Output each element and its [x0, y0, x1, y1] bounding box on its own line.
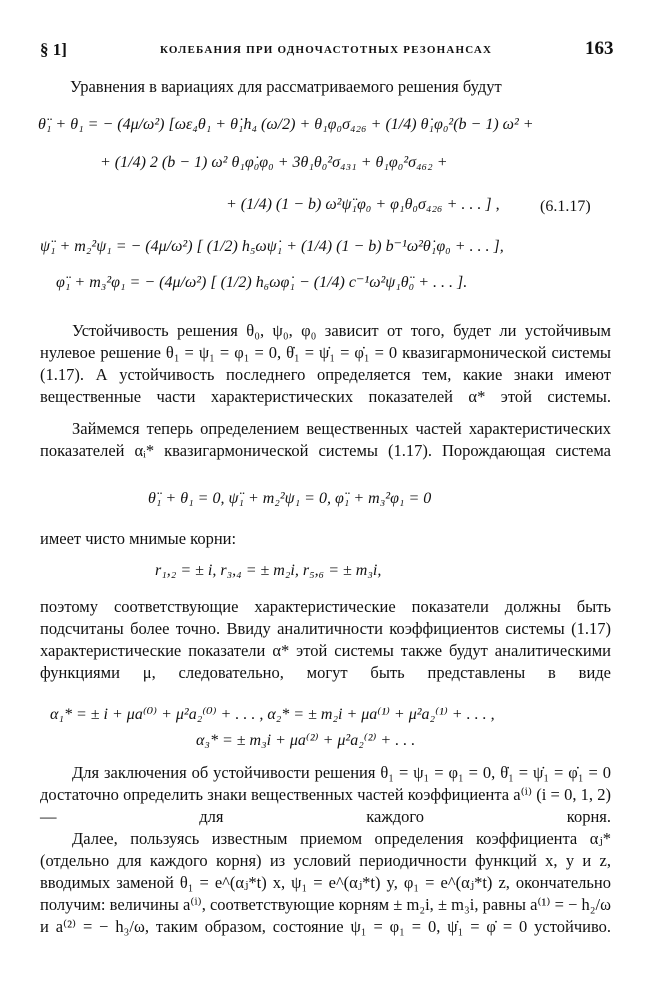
paragraph-analytic: поэтому соответствующие характеристические показатели должны быть подсчитаны более точно. Ввиду аналитичности коэффициентов системы (1.17) характеристические показатели α* этой системы также будут аналитическими функциями μ, следовательно, могут быть представлены в виде: [40, 597, 611, 682]
intro-text: Уравнения в вариациях для рассматриваемого решения будут: [70, 77, 502, 96]
roots-equation: r₁,₂ = ± i, r₃,₄ = ± m₂i, r₅,₆ = ± m₃i,: [155, 562, 382, 579]
equation-line-1: θ̈₁ + θ₁ = − (4μ/ω²) [ωε₄θ₁ + θ̇₁h₄ (ω/2) + θ₁φ₀σ₄₂₆ + (1/4) θ̇₁φ₀²(b − 1) ω² +: [38, 116, 534, 133]
equation-line-4: ψ̈₁ + m₂²ψ₁ = − (4μ/ω²) [ (1/2) h₅ωψ̇₁ + (1/4) (1 − b) b⁻¹ω²θ̇₁φ₀ + . . . ],: [40, 238, 504, 255]
equation-line-5: φ̈₁ + m₃²φ₁ = − (4μ/ω²) [ (1/2) h₆ωφ̇₁ − (1/4) c⁻¹ω²ψ₁θ̈₀ + . . . ].: [56, 274, 468, 291]
paragraph-method: Далее, пользуясь известным приемом определения коэффициента αⱼ* (отдельно для каждого корня) из условий периодичности функций x, y и z, вводимых заменой θ₁ = e^(αⱼ*t) x, ψ₁ = e^(αⱼ*t) y, φ₁ = e^(αⱼ*t) z, окончательно получим: величины a⁽ⁱ⁾, соответствующие корням ± m₂i, ± m₃i, равны a⁽¹⁾ = − h₂/ω и a⁽²⁾ = − h₃/ω, таким образом, состояние ψ₁ = φ₁ = 0, ψ̇₁ = φ̇ = 0 устойчиво.: [40, 829, 611, 936]
equation-number: (6.1.17): [540, 198, 591, 215]
generating-system: θ̈₁ + θ₁ = 0, ψ̈₁ + m₂²ψ₁ = 0, φ̈₁ + m₃²φ₁ = 0: [148, 490, 432, 507]
page-number: 163: [585, 38, 614, 59]
equation-line-2: + (1/4) 2 (b − 1) ω² θ₁φ̇₀φ₀ + 3θ₁θ₀²σ₄₃₁ + θ₁φ₀²σ₄₆₂ +: [100, 154, 448, 171]
paragraph-conclusion: Для заключения об устойчивости решения θ₁ = ψ₁ = φ₁ = 0, θ̇₁ = ψ̇₁ = φ̇₁ = 0 достаточно определить знаки вещественных частей коэффициента a⁽ⁱ⁾ (i = 0, 1, 2) — для каждого корня.: [40, 763, 611, 826]
equation-line-3: + (1/4) (1 − b) ω²ψ̈₁φ₀ + φ₁θ₀σ₄₂₆ + . . . ] ,: [226, 196, 500, 213]
paragraph-characteristic: Займемся теперь определением вещественных частей характеристических показателей αᵢ* квазигармонической системы (1.17). Порождающая система: [40, 419, 611, 460]
section-marker: § 1]: [40, 40, 67, 59]
paragraph-stability: Устойчивость решения θ₀, ψ₀, φ₀ зависит от того, будет ли устойчивым нулевое решение θ₁ = ψ₁ = φ₁ = 0, θ̇₁ = ψ̇₁ = φ̇₁ = 0 квазигармонической системы (1.17). А устойчивость последнего определяется тем, какие знаки имеют вещественные части характеристических показателей α* этой системы.: [40, 321, 611, 406]
running-header-title: КОЛЕБАНИЯ ПРИ ОДНОЧАСТОТНЫХ РЕЗОНАНСАХ: [160, 44, 493, 56]
roots-intro: имеет чисто мнимые корни:: [40, 529, 237, 548]
series-line-2: α₃* = ± m₃i + μa⁽²⁾ + μ²a₂⁽²⁾ + . . .: [196, 732, 416, 749]
series-line-1: α₁* = ± i + μa⁽⁰⁾ + μ²a₂⁽⁰⁾ + . . . , α₂* = ± m₂i + μa⁽¹⁾ + μ²a₂⁽¹⁾ + . . . ,: [50, 706, 495, 723]
